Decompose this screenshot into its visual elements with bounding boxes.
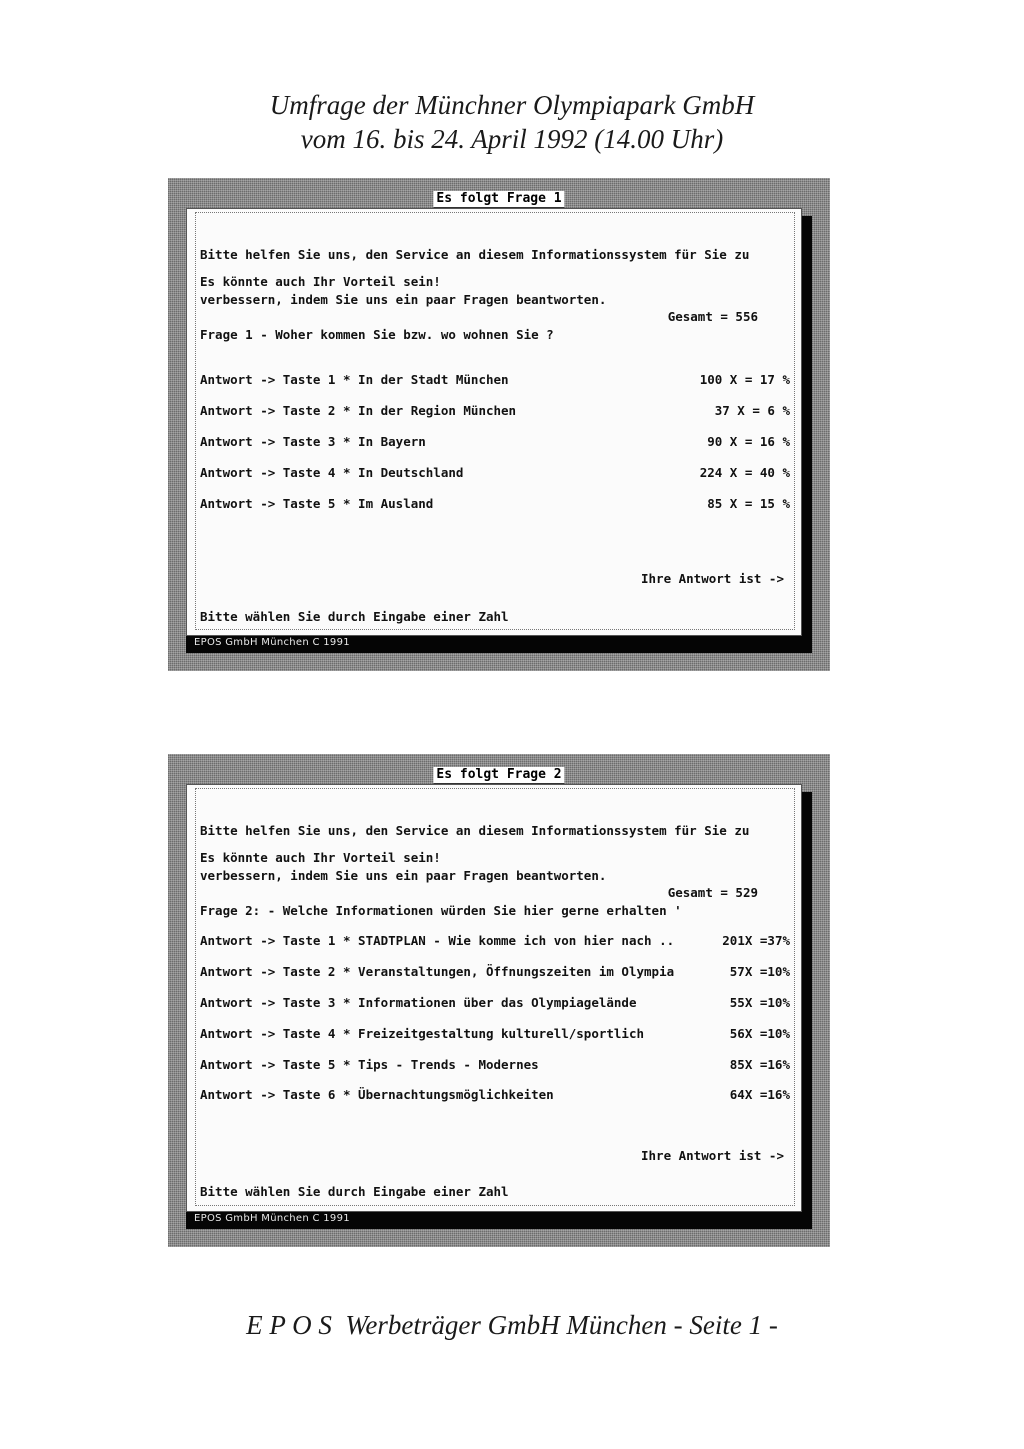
page-title xyxy=(0,88,1024,156)
answer-result: 37 X = 6 % xyxy=(714,403,790,418)
answer-label: Antwort -> Taste 1 * STADTPLAN - Wie komme ich von hier nach .. xyxy=(200,933,675,948)
answer-label: Antwort -> Taste 2 * Veranstaltungen, Öffnungszeiten im Olympia xyxy=(200,964,675,979)
answer-result: 56X =10% xyxy=(729,1026,790,1041)
slogan-text: Es könnte auch Ihr Vorteil sein! xyxy=(200,274,441,289)
answer-option-2[interactable] xyxy=(200,403,790,418)
total-count: Gesamt = 529 xyxy=(667,885,758,900)
intro-line-2: verbessern, indem Sie uns ein paar Fragen beantworten. xyxy=(200,292,607,307)
answer-result: 55X =10% xyxy=(729,995,790,1010)
answer-option-4[interactable] xyxy=(200,465,790,480)
answer-option-6[interactable] xyxy=(200,1087,790,1102)
dialog-content xyxy=(195,788,795,1206)
slogan-text: Es könnte auch Ihr Vorteil sein! xyxy=(200,850,441,865)
answer-option-2[interactable] xyxy=(200,964,790,979)
answer-label: Antwort -> Taste 1 * In der Stadt München xyxy=(200,372,509,387)
answer-prompt[interactable]: Ihre Antwort ist -> xyxy=(641,571,784,586)
intro-line-1: Bitte helfen Sie uns, den Service an diesem Informationssystem für Sie zu xyxy=(200,247,750,262)
answer-option-1[interactable] xyxy=(200,933,790,948)
answer-result: 57X =10% xyxy=(729,964,790,979)
answer-result: 90 X = 16 % xyxy=(707,434,790,449)
answer-option-3[interactable] xyxy=(200,995,790,1010)
answer-option-1[interactable] xyxy=(200,372,790,387)
answer-label: Antwort -> Taste 6 * Übernachtungsmöglichkeiten xyxy=(200,1087,554,1102)
answer-option-4[interactable] xyxy=(200,1026,790,1041)
page-title-line-2: vom 16. bis 24. April 1992 (14.00 Uhr) xyxy=(300,124,724,154)
answer-label: Antwort -> Taste 4 * Freizeitgestaltung kulturell/sportlich xyxy=(200,1026,645,1041)
answer-option-5[interactable] xyxy=(200,496,790,511)
question-text: Frage 1 - Woher kommen Sie bzw. wo wohnen Sie ? xyxy=(200,327,554,342)
answer-result: 224 X = 40 % xyxy=(699,465,790,480)
intro-line-2: verbessern, indem Sie uns ein paar Fragen beantworten. xyxy=(200,868,607,883)
total-count: Gesamt = 556 xyxy=(667,309,758,324)
intro-line-1: Bitte helfen Sie uns, den Service an diesem Informationssystem für Sie zu xyxy=(200,823,750,838)
survey-screen-1 xyxy=(168,178,830,671)
page-title-line-1: Umfrage der Münchner Olympiapark GmbH xyxy=(269,90,755,120)
answer-result: 85 X = 15 % xyxy=(707,496,790,511)
window-title: Es folgt Frage 1 xyxy=(433,191,564,208)
page-footer: E P O S Werbeträger GmbH München - Seite 1 - xyxy=(246,1310,778,1340)
answer-label: Antwort -> Taste 5 * Im Ausland xyxy=(200,496,434,511)
dialog-content xyxy=(195,212,795,630)
answer-label: Antwort -> Taste 3 * Informationen über das Olympiagelände xyxy=(200,995,637,1010)
dialog-panel xyxy=(186,208,802,636)
answer-result: 85X =16% xyxy=(729,1057,790,1072)
input-hint: Bitte wählen Sie durch Eingabe einer Zahl xyxy=(200,609,509,624)
answer-option-3[interactable] xyxy=(200,434,790,449)
survey-screen-2 xyxy=(168,754,830,1247)
answer-label: Antwort -> Taste 5 * Tips - Trends - Modernes xyxy=(200,1057,539,1072)
window-title: Es folgt Frage 2 xyxy=(433,767,564,784)
answer-result: 64X =16% xyxy=(729,1087,790,1102)
answer-prompt[interactable]: Ihre Antwort ist -> xyxy=(641,1148,784,1163)
answer-label: Antwort -> Taste 4 * In Deutschland xyxy=(200,465,464,480)
answer-option-5[interactable] xyxy=(200,1057,790,1072)
input-hint: Bitte wählen Sie durch Eingabe einer Zahl xyxy=(200,1184,509,1199)
answer-result: 201X =37% xyxy=(722,933,790,948)
copyright-bar: EPOS GmbH München C 1991 xyxy=(194,1213,350,1224)
answer-result: 100 X = 17 % xyxy=(699,372,790,387)
answer-label: Antwort -> Taste 3 * In Bayern xyxy=(200,434,426,449)
question-text: Frage 2: - Welche Informationen würden Sie hier gerne erhalten ' xyxy=(200,903,682,918)
copyright-bar: EPOS GmbH München C 1991 xyxy=(194,637,350,648)
dialog-panel xyxy=(186,784,802,1212)
answer-label: Antwort -> Taste 2 * In der Region München xyxy=(200,403,517,418)
